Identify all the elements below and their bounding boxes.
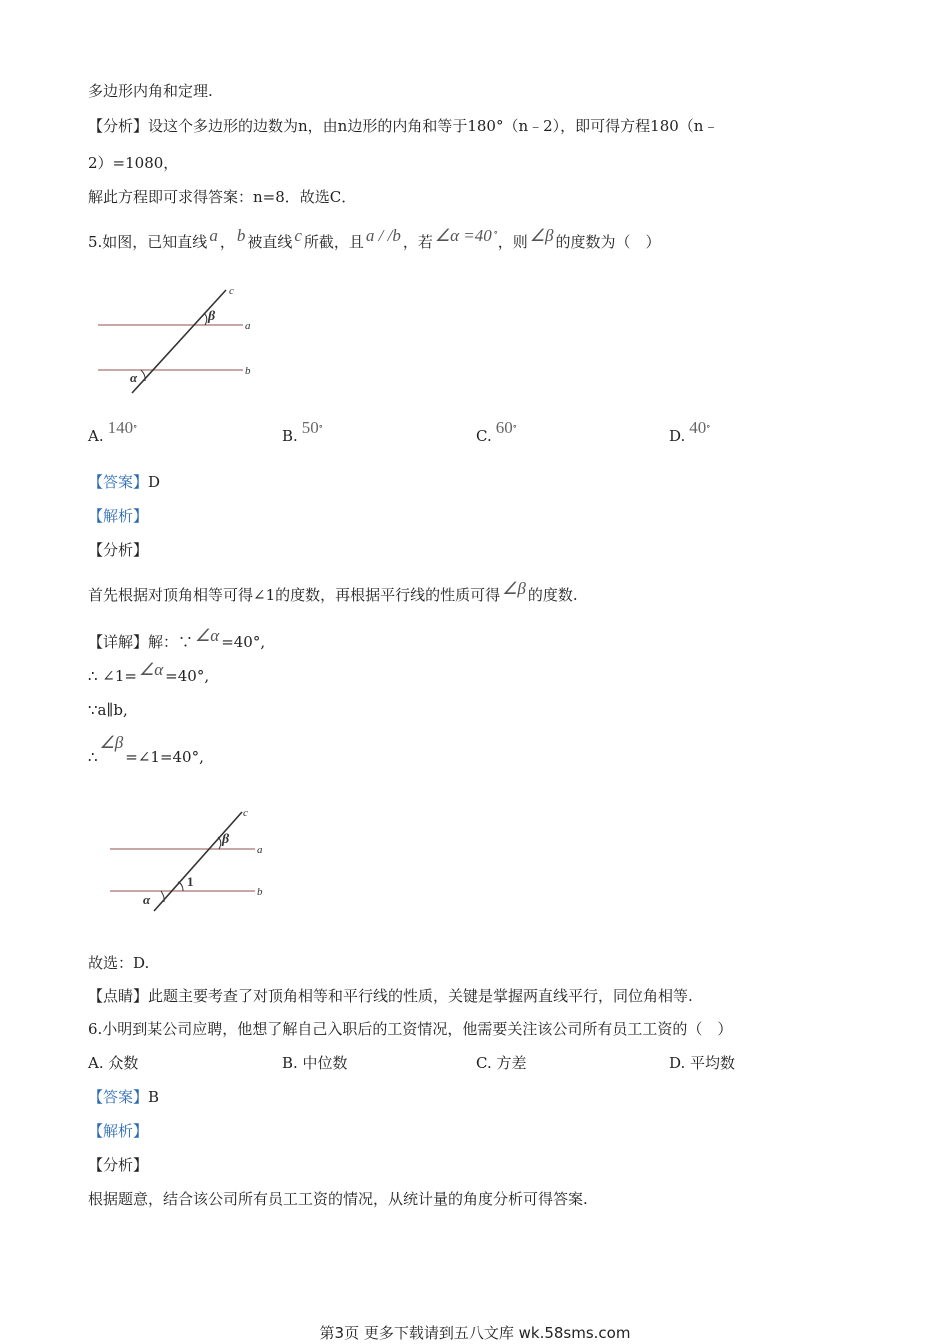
step-2: ∵a∥b, [88,701,128,719]
jiexi-label-6: 【解析】 [88,1122,149,1140]
fig2-label-beta: β [222,832,230,847]
q5-text-e: ，若 [402,233,433,251]
figure-parallel-lines-1 [95,282,265,397]
step-3: ∴∠β=∠1=40°, [88,733,204,766]
fig2-label-alpha: α [143,892,151,907]
fig1-label-b: b [245,365,251,377]
dianjing-5: 【点睛】此题主要考查了对顶角相等和平行线的性质，关键是掌握两直线平行，同位角相等. [88,987,693,1005]
fig1-label-beta: β [208,309,216,324]
fig2-label-1: 1 [187,874,194,889]
q5-option-d: D. 40° [669,418,711,445]
q5-text-a: 5.如图，已知直线 [88,233,208,251]
page-footer: 第3页 更多下载请到五八文库 wk.58sms.com [319,1324,631,1342]
fig2-label-c: c [243,807,248,819]
q5-text-b: ， [219,233,235,251]
question-6: 6.小明到某公司应聘，他想了解自己入职后的工资情况，他需要关注该公司所有员工工资的（ ） [88,1020,733,1038]
q5-var-c: c [294,226,302,245]
fig2-label-b: b [257,886,263,898]
q5-text-g: 的度数为（ ） [555,233,661,251]
analysis-line-1: 【分析】设这个多边形的边数为n，由n边形的内角和等于180°（n﹣2），即可得方程180（n﹣ [88,117,719,135]
analysis-6: 根据题意，结合该公司所有员工工资的情况，从统计量的角度分析可得答案. [88,1190,588,1208]
q5-angle-alpha: ∠α =40 [434,226,492,245]
q6-option-c: C. 方差 [476,1054,527,1072]
jiexi-label-5: 【解析】 [88,507,149,525]
transversal-c [132,290,226,393]
q5-text-c: 被直线 [247,233,293,251]
analysis-line-3: 解此方程即可求得答案：n=8．故选C． [88,188,357,206]
fig1-label-c: c [229,285,234,297]
q5-text-f: ，则 [497,233,528,251]
q5-parallel: a / /b [365,226,401,245]
fig1-label-alpha: α [130,370,138,385]
q5-angle-beta: ∠β [529,226,554,245]
question-5: 5.如图，已知直线 a ， b 被直线 c 所截，且 a / /b ，若 ∠α =40 °，则 ∠β 的度数为（ ） [88,226,661,251]
answer-6: 【答案】B [88,1088,160,1106]
q6-option-d: D. 平均数 [669,1054,736,1072]
q5-var-b: b [236,226,246,245]
q5-option-b: B. 50° [282,418,323,445]
detail-5: 【详解】解：∵ ∠α =40°, [88,626,266,651]
q5-var-a: a [209,226,218,245]
analysis-line-2: 2）=1080， [88,154,179,172]
line-polygon-theorem: 多边形内角和定理. [88,82,213,100]
q6-option-a: A. 众数 [88,1054,139,1072]
fig2-label-a: a [257,844,263,856]
analysis-5: 首先根据对顶角相等可得∠1的度数，再根据平行线的性质可得 ∠β 的度数. [88,579,578,604]
step-1: ∴ ∠1= ∠α =40°, [88,660,210,685]
q5-text-d: 所截，且 [303,233,364,251]
q5-option-c: C. 60° [476,418,517,445]
figure-parallel-lines-2 [105,807,280,917]
q5-option-a: A. 140° [88,418,138,445]
q6-option-b: B. 中位数 [282,1054,348,1072]
transversal-c [154,812,242,911]
choose-d: 故选：D. [88,954,150,972]
fenxi-label-5: 【分析】 [88,541,149,559]
fig1-label-a: a [245,320,251,332]
answer-5: 【答案】D [88,473,161,491]
fenxi-label-6: 【分析】 [88,1156,149,1174]
